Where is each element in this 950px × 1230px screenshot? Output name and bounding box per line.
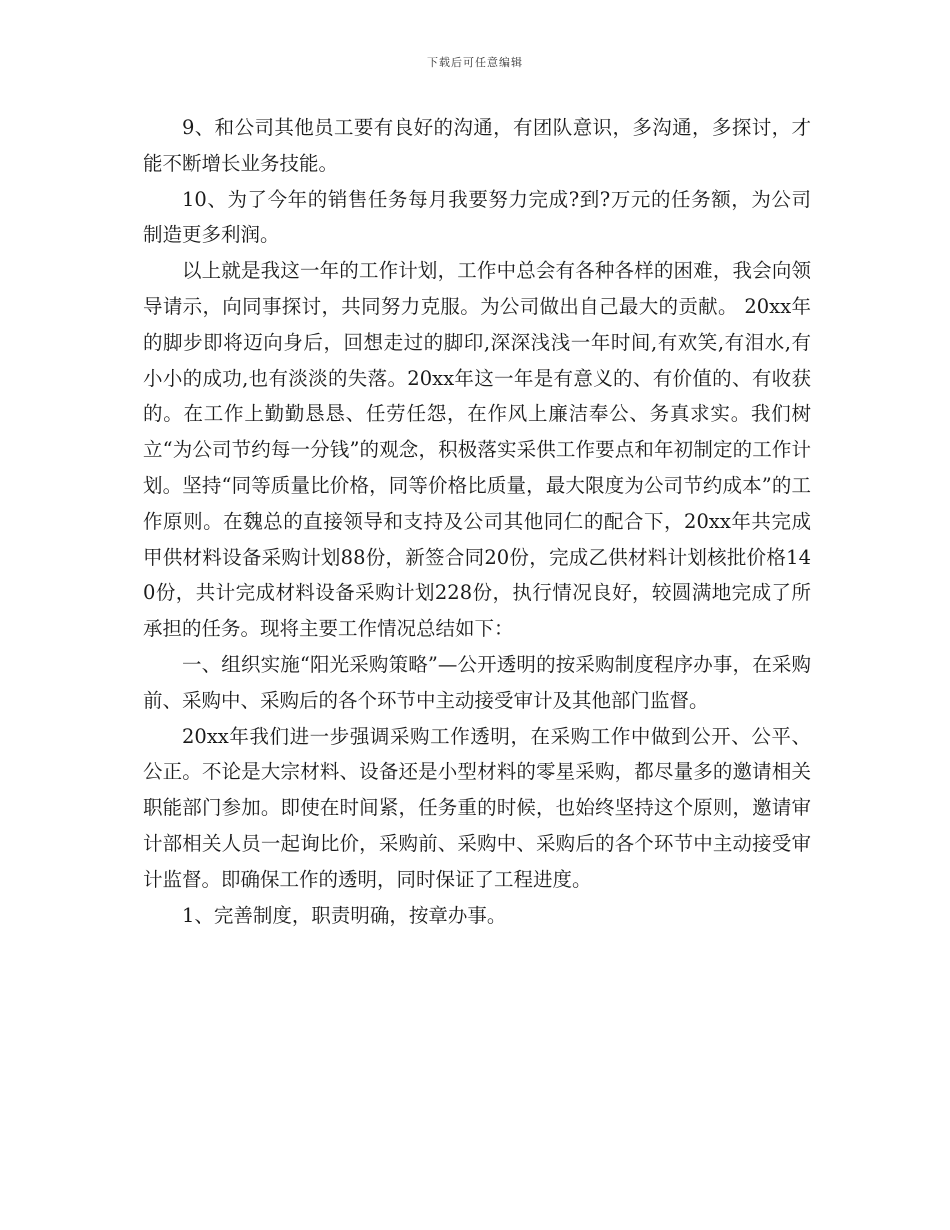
paragraph-item-10: 10、为了今年的销售任务每月我要努力完成?到?万元的任务额，为公司制造更多利润。 — [143, 187, 811, 247]
document-body — [143, 110, 811, 933]
paragraph-summary: 以上就是我这一年的工作计划，工作中总会有各种各样的困难，我会向领导请示，向同事探讨，共同努力克服。为公司做出自己最大的贡献。 20xx年的脚步即将迈向身后，回想走过的脚印,深深浅浅一年时间,有欢笑,有泪水,有小小的成功,也有淡淡的失落。20xx年这一年是有意义的、有价值的、有收获的。在工作上勤勤恳恳、任劳任怨，在作风上廉洁奉公、务真求实。我们树立“为公司节约每一分钱”的观念，积极落实采供工作要点和年初制定的工作计划。坚持“同等质量比价格，同等价格比质量，最大限度为公司节约成本”的工作原则。在魏总的直接领导和支持及公司其他同仁的配合下，20xx年共完成甲供材料设备采购计划88份，新签合同20份，完成乙供材料计划核批价格140份，共计完成材料设备采购计划228份，执行情况良好，较圆满地完成了所承担的任务。现将主要工作情况总结如下： — [143, 259, 811, 641]
paragraph-point-one: 1、完善制度，职责明确，按章办事。 — [182, 903, 507, 927]
paragraph-section-one: 一、组织实施“阳光采购策略”—公开透明的按采购制度程序办事，在采购前、采购中、采购后的各个环节中主动接受审计及其他部门监督。 — [143, 652, 811, 712]
page-header: 下载后可任意编辑 — [427, 56, 523, 69]
paragraph-transparency: 20xx年我们进一步强调采购工作透明，在采购工作中做到公开、公平、公正。不论是大宗材料、设备还是小型材料的零星采购，都尽量多的邀请相关职能部门参加。即使在时间紧，任务重的时候，也始终坚持这个原则，邀请审计部相关人员一起询比价，采购前、采购中、采购后的各个环节中主动接受审计监督。即确保工作的透明，同时保证了工程进度。 — [143, 724, 811, 891]
paragraph-item-9: 9、和公司其他员工要有良好的沟通，有团队意识，多沟通，多探讨，才能不断增长业务技能。 — [143, 116, 811, 175]
